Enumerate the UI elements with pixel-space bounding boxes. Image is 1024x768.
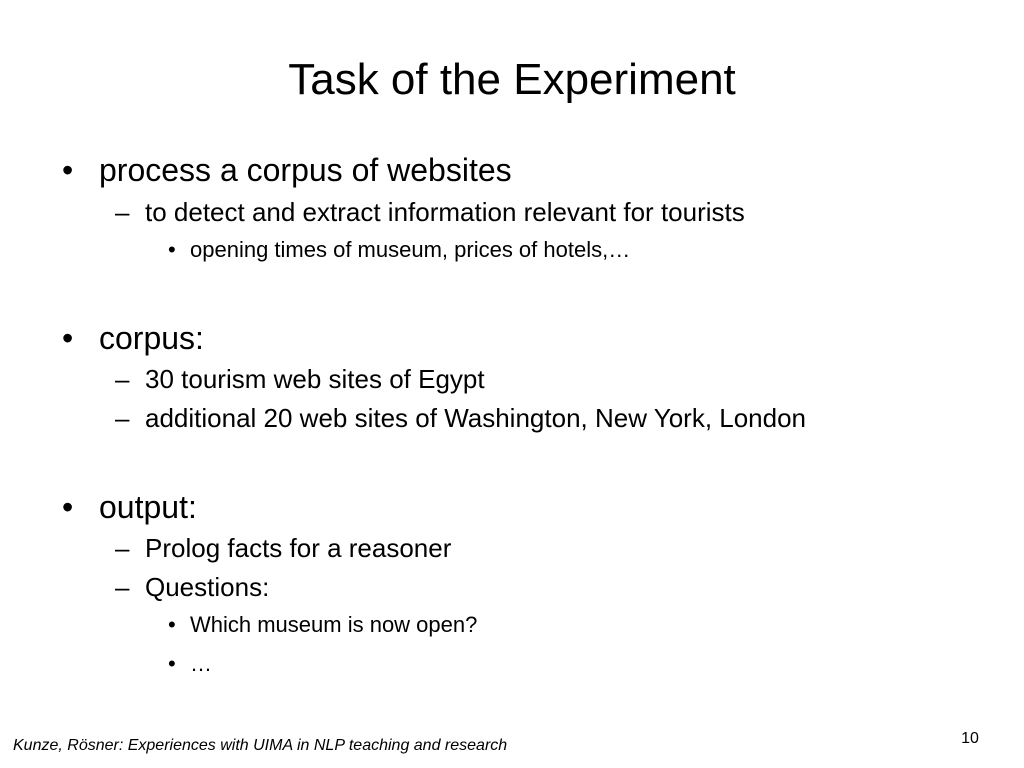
bullet-text: corpus: — [99, 320, 204, 356]
dash-marker: – — [115, 403, 130, 433]
footer-citation: Kunze, Rösner: Experiences with UIMA in NLP teaching and research — [13, 737, 508, 754]
sub-bullet-text: to detect and extract information relevant for tourists — [145, 197, 745, 227]
dash-marker: – — [115, 197, 130, 227]
dash-marker: – — [115, 572, 130, 602]
dash-marker: – — [115, 364, 130, 394]
sub-sub-bullet-text: opening times of museum, prices of hotels,… — [190, 237, 631, 262]
bullet-marker: • — [62, 152, 74, 188]
bullet-text: process a corpus of websites — [99, 152, 512, 188]
dash-marker: – — [115, 533, 130, 563]
bullet-marker: • — [168, 237, 176, 262]
sub-sub-bullet-text: Which museum is now open? — [190, 612, 478, 637]
sub-bullet-text: additional 20 web sites of Washington, New York, London — [145, 403, 807, 433]
slide-title: Task of the Experiment — [288, 55, 736, 104]
sub-sub-bullet-text: … — [190, 651, 212, 676]
bullet-marker: • — [62, 489, 74, 525]
sub-bullet-text: Prolog facts for a reasoner — [145, 533, 452, 563]
bullet-marker: • — [62, 320, 74, 356]
sub-bullet-text: Questions: — [145, 572, 270, 602]
bullet-text: output: — [99, 489, 197, 525]
bullet-marker: • — [168, 651, 176, 676]
bullet-marker: • — [168, 612, 176, 637]
page-number: 10 — [961, 730, 979, 747]
sub-bullet-text: 30 tourism web sites of Egypt — [145, 364, 485, 394]
